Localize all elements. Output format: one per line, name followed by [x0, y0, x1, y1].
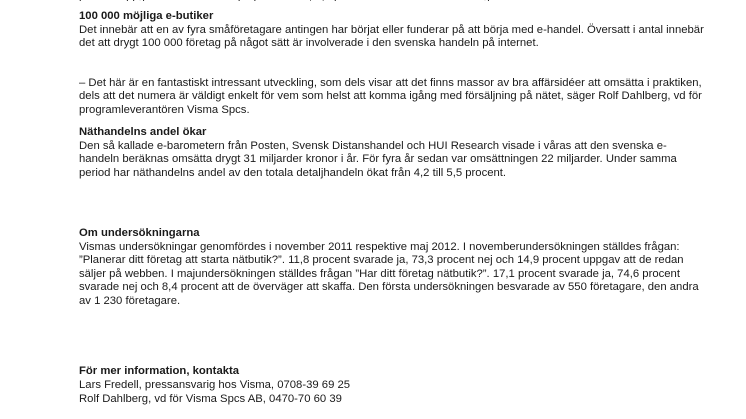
contact-lars-fredell: Lars Fredell, pressansvarig hos Visma, 0708-39 69 25 — [79, 379, 351, 391]
section-heading-nathandelns-andel: Näthandelns andel ökar — [79, 126, 207, 138]
paragraph-quote-rolf-dahlberg: – Det här är en fantastiskt intressant utveckling, som dels visar att det finns massor av bra affärsidéer att omsätta i praktiken, dels att det numera är väldigt enkelt för vem som helst att komma igång med försäljning på nätet, säger Rolf Dahlberg, vd för programleverantören Visma Spcs. — [79, 77, 702, 116]
cut-off-text-line — [79, 0, 719, 1]
section-heading-om-undersokningarna: Om undersökningarna — [79, 227, 200, 239]
section-heading-mojliga-e-butiker: 100 000 möjliga e-butiker — [79, 10, 214, 22]
cut-off-line — [79, 0, 719, 1]
paragraph-undersokningar: Vismas undersökningar genomfördes i november 2011 respektive maj 2012. I novemberundersökningen ställdes frågan: ”Planerar ditt företag att starta nätbutik?”. 11,8 procent svarade ja, 73,3 procent nej och 14,9 procent uppgav att de redan säljer på webben. I majundersökningen ställdes frågan ”Har ditt företag nätbutik?”. 17,1 procent svarade ja, 74,6 procent svarade nej och 8,4 procent att de överväger att skaffa. Den första undersökningen besvarade av 550 företagare, den andra av 1 230 företagare. — [79, 241, 699, 307]
paragraph-e-butiker-intro: Det innebär att en av fyra småföretagare antingen har börjat eller funderar på att börja med e-handel. Översatt i antal innebär det att drygt 100 000 företag på något sätt är involverade i den svenska handeln på internet. — [79, 24, 704, 50]
paragraph-e-barometern: Den så kallade e-barometern från Posten, Svensk Distanshandel och HUI Research visade i våras att den svenska e-handeln beräknas omsätta drygt 31 miljarder kronor i år. För fyra år sedan var omsättningen 22 miljarder. Under samma period har näthandelns andel av den totala detaljhandeln ökat från 4,2 till 5,5 procent. — [79, 140, 677, 179]
contact-rolf-dahlberg: Rolf Dahlberg, vd för Visma Spcs AB, 0470-70 60 39 — [79, 393, 342, 405]
section-heading-kontakta: För mer information, kontakta — [79, 365, 240, 377]
